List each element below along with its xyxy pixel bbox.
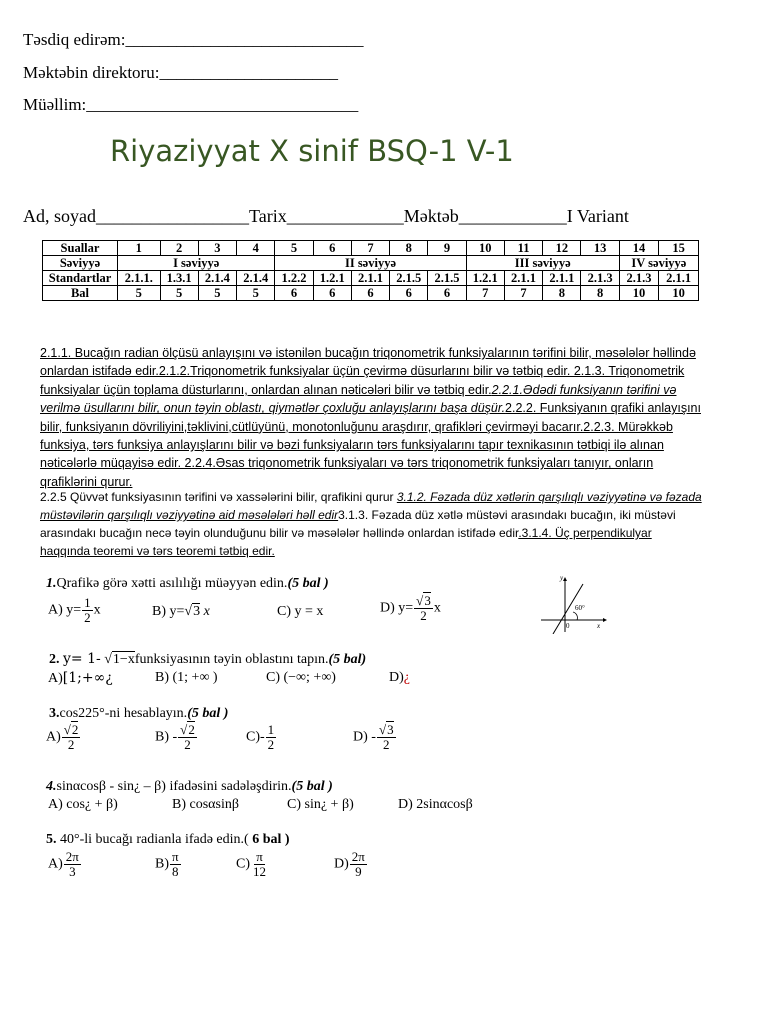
table-cell: 6 <box>313 241 351 256</box>
q2-option-a[interactable] <box>48 670 113 687</box>
table-cell: 15 <box>659 241 699 256</box>
denominator: 8 <box>172 864 179 879</box>
denominator: 2 <box>184 737 191 752</box>
q5-option-d[interactable] <box>334 850 368 879</box>
question-text: funksiyasının təyin oblastını tapın. <box>134 652 329 667</box>
q2-option-c[interactable]: C) (−∞; +∞) <box>266 670 336 685</box>
option-value: [1;+∞¿ <box>62 670 113 686</box>
question-1 <box>46 576 329 592</box>
q4-option-b[interactable]: B) cosαsinβ <box>172 797 239 812</box>
table-cell: 6 <box>275 286 313 301</box>
numerator: 1 <box>84 595 91 610</box>
table-cell: 2.1.1 <box>659 271 699 286</box>
option-label: B) <box>155 856 169 872</box>
standards-text: 2.2.2. Funksiyanın qrafiki anlayışını bilir, funksiyanın dövriliyini,təklivini,cütlüyünü, monotonluğunu araşdırır, qrafikləri çevirməyi bacarır.2.2.3. Mürəkkəb funksiya, tərs funksiya anlayışlarını bilir və bəzi funksiyaların tərs funksiyalarını tapır texnikasının tətbiqi ilə alınan nəticələrlə müqayisə edir. 2.2.4.Əsas triqonometrik funksiyaları və tərs triqonometrik funksiyaları tanıyır, onların qrafiklərini qurur. <box>40 401 701 489</box>
graph-origin-label: 0 <box>566 622 570 630</box>
fraction <box>178 723 197 752</box>
score-table <box>42 240 699 301</box>
fraction <box>350 850 367 879</box>
question-points: (5 bal) <box>328 652 367 667</box>
q3-option-b[interactable] <box>155 723 198 752</box>
q2-option-d[interactable] <box>389 670 410 686</box>
q1-option-a[interactable] <box>48 596 101 625</box>
question-5 <box>46 832 290 848</box>
table-cell: 5 <box>118 286 161 301</box>
radicand: 1−x <box>112 652 135 667</box>
table-cell: 7 <box>466 286 504 301</box>
question-number: 5. <box>46 832 57 847</box>
q4-option-c[interactable]: C) sin¿ + β) <box>287 797 354 812</box>
denominator: 2 <box>420 608 427 623</box>
standards-text: .3.1.4. Üç perpendikulyar haqqında teoremi və tərs teoremi tətbiq edir. <box>40 526 652 558</box>
table-cell: 5 <box>237 286 275 301</box>
q5-option-c[interactable] <box>236 850 269 879</box>
denominator: 2 <box>383 737 390 752</box>
question-number: 1. <box>46 576 57 591</box>
option-tail: x <box>203 604 210 619</box>
table-cell: 10 <box>619 286 659 301</box>
fraction <box>377 723 396 752</box>
denominator: 3 <box>69 864 76 879</box>
numerator <box>62 723 81 738</box>
sqrt-icon: √ <box>378 722 387 737</box>
table-cell: 2.1.3 <box>581 271 619 286</box>
numerator <box>414 594 433 609</box>
fraction <box>82 596 93 625</box>
table-cell: 10 <box>659 286 699 301</box>
fraction <box>414 594 433 623</box>
level-cell: III səviyyə <box>466 256 619 271</box>
levels-row <box>43 256 699 271</box>
radicand: 2 <box>188 722 195 737</box>
graph-y-label: y <box>560 574 564 582</box>
option-label: C)- <box>246 729 265 745</box>
option-tail: x <box>433 600 441 616</box>
fraction <box>64 850 81 879</box>
table-cell: 12 <box>543 241 581 256</box>
function-expression: y= 1- <box>63 651 101 667</box>
q5-option-a[interactable] <box>48 850 82 879</box>
director-line: Məktəbin direktoru:_____________________ <box>23 63 338 82</box>
standards-paragraph-1 <box>40 344 704 491</box>
table-cell: 5 <box>198 286 236 301</box>
standards-text-italic: 2.2.1.Ədədi funksiyanın tərifini və verilmə üsullarını bilir, onun təyin oblastı, qiymətlər çoxluğu anlayışlarını başa düşür. <box>40 382 677 416</box>
option-label: A) y= <box>48 602 82 618</box>
row-label: Bal <box>43 286 118 301</box>
sqrt-icon: √ <box>63 722 71 737</box>
table-cell: 6 <box>313 286 351 301</box>
radicand: 3 <box>193 604 201 619</box>
q3-option-c[interactable] <box>246 723 277 752</box>
table-cell: 5 <box>160 286 198 301</box>
points-row <box>43 286 699 301</box>
option-label: D) <box>389 670 404 685</box>
table-cell: 9 <box>428 241 466 256</box>
table-cell: 2.1.5 <box>390 271 428 286</box>
table-cell: 1.2.1 <box>466 271 504 286</box>
table-cell: 7 <box>504 286 542 301</box>
numerator: 2π <box>65 849 79 864</box>
table-cell: 8 <box>543 286 581 301</box>
table-cell: 11 <box>504 241 542 256</box>
level-cell: II səviyyə <box>275 256 466 271</box>
numerator <box>377 723 396 738</box>
table-cell: 2.1.1 <box>351 271 389 286</box>
row-label: Suallar <box>43 241 118 256</box>
table-cell: 6 <box>428 286 466 301</box>
q1-option-c[interactable]: C) y = x <box>277 604 324 619</box>
sqrt-icon: √ <box>184 604 193 619</box>
option-label: D) y= <box>380 600 414 616</box>
table-cell: 2 <box>160 241 198 256</box>
standards-text: 2.2.5 Qüvvət funksiyasının tərifini və xassələrini bilir, qrafikini qurur <box>40 490 397 504</box>
standards-text-italic: 3.1.2. Fəzada düz xətlərin qarşılıqlı vəziyyətinə və fəzada müstəvilərin qarşılıqlı vəziyyətinə aid məsələləri həll edir <box>40 490 702 522</box>
denominator: 12 <box>253 864 266 879</box>
question-points: 6 bal ) <box>248 832 290 847</box>
q4-option-a[interactable]: A) cos¿ + β) <box>48 797 118 812</box>
table-cell: 1.2.2 <box>275 271 313 286</box>
radicand: 3 <box>387 722 394 737</box>
table-cell: 5 <box>275 241 313 256</box>
question-text: cos225°-ni hesablayın. <box>59 706 188 721</box>
option-label: C) <box>236 856 250 872</box>
table-cell: 6 <box>390 286 428 301</box>
level-cell: IV səviyyə <box>619 256 698 271</box>
q4-option-d[interactable]: D) 2sinαcosβ <box>398 797 473 812</box>
radicand: 3 <box>424 593 431 608</box>
questions-row <box>43 241 699 256</box>
student-info-line: Ad, soyad_________________Tarix_____________Məktəb____________I Variant <box>23 206 629 226</box>
denominator: 2 <box>267 737 275 752</box>
standards-text: 2.1.1. Bucağın radian ölçüsü anlayışını və istənilən bucağın triqonometrik funksiyalarının tərifini bilir, məsələlər həllində onlardan istifadə edir.2.1.2.Triqonometrik funksiyalar üçün çevirmə düsurlarını bilir və tətbiq edir. 2.1.3. Triqonometrik funksiyalar üçün toplama düsturlarını, onlardan alınan nəticələri bilir və tətbiq edir. <box>40 346 696 397</box>
table-cell: 2.1.4 <box>198 271 236 286</box>
angle-arc <box>573 612 577 620</box>
q1-option-d[interactable] <box>380 594 441 623</box>
denominator: 2 <box>84 610 91 625</box>
question-number: 3. <box>49 706 60 721</box>
option-label: A) <box>48 856 63 872</box>
numerator: π <box>172 849 179 864</box>
standards-text: 3.1.3. Fəzada düz xətlə müstəvi arasındakı bucağın, iki müstəvi arasındakı bucağın necə təyin olunduğunu bilir və məsələlər həllində onlardan istifadə edir <box>40 508 676 540</box>
graph-angle-label: 60° <box>575 604 585 612</box>
question-2 <box>49 651 366 668</box>
standards-row <box>43 271 699 286</box>
numerator <box>178 723 197 738</box>
question-points: (5 bal ) <box>187 706 229 721</box>
option-tail: x <box>93 602 101 618</box>
q3-option-d[interactable] <box>353 723 397 752</box>
denominator: 9 <box>355 864 362 879</box>
fraction <box>170 850 181 879</box>
table-cell: 6 <box>351 286 389 301</box>
y-arrow-icon <box>563 577 567 581</box>
question-points: (5 bal ) <box>291 779 333 794</box>
q2-option-b[interactable]: B) (1; +∞ ) <box>155 670 218 685</box>
fraction <box>62 723 81 752</box>
table-cell: 8 <box>581 286 619 301</box>
option-label: A) <box>46 729 61 745</box>
question-number: 2. <box>49 652 60 667</box>
approve-line: Təsdiq edirəm:____________________________ <box>23 30 364 49</box>
question-text: sinαcosβ - sin¿ – β) ifadəsini sadələşdirin. <box>56 779 292 794</box>
table-cell: 2.1.1. <box>118 271 161 286</box>
graph-x-label: x <box>597 622 601 630</box>
table-cell: 2.1.4 <box>237 271 275 286</box>
question-points: (5 bal ) <box>287 576 329 591</box>
row-label: Səviyyə <box>43 256 118 271</box>
teacher-line: Müəllim:________________________________ <box>23 95 359 114</box>
page-title: Riyaziyyat X sinif BSQ-1 V-1 <box>110 134 514 168</box>
question-3 <box>49 706 228 722</box>
table-cell: 1 <box>118 241 161 256</box>
level-cell: I səviyyə <box>118 256 275 271</box>
option-label: B) y= <box>152 604 185 619</box>
question-text: Qrafikə görə xətti asılılığı müəyyən edin. <box>56 576 288 591</box>
numerator: 2π <box>351 849 365 864</box>
option-label: B) - <box>155 729 178 745</box>
question-number: 4. <box>46 779 57 794</box>
table-cell: 2.1.5 <box>428 271 466 286</box>
q5-option-b[interactable] <box>155 850 182 879</box>
table-cell: 14 <box>619 241 659 256</box>
table-cell: 2.1.1 <box>504 271 542 286</box>
question-text: 40°-li bucağı radianla ifadə edin.( <box>56 832 249 847</box>
option-label: A) <box>48 671 63 686</box>
denominator: 2 <box>67 737 75 752</box>
radicand: 2 <box>71 722 79 737</box>
question-4 <box>46 779 333 795</box>
fraction <box>251 850 268 879</box>
table-cell: 8 <box>390 241 428 256</box>
option-label: D) <box>334 856 349 872</box>
table-cell: 7 <box>351 241 389 256</box>
table-cell: 1.3.1 <box>160 271 198 286</box>
fraction <box>266 723 277 752</box>
numerator: π <box>256 849 263 864</box>
q3-option-a[interactable] <box>46 723 81 752</box>
table-cell: 2.1.1 <box>543 271 581 286</box>
sqrt-icon: √ <box>180 722 188 737</box>
table-cell: 13 <box>581 241 619 256</box>
standards-paragraph-2 <box>40 488 704 560</box>
option-label: D) - <box>353 729 376 745</box>
option-value: ¿ <box>403 670 410 685</box>
table-cell: 4 <box>237 241 275 256</box>
sqrt-icon: √ <box>104 652 112 667</box>
table-cell: 1.2.1 <box>313 271 351 286</box>
table-cell: 10 <box>466 241 504 256</box>
table-cell: 2.1.3 <box>619 271 659 286</box>
q1-graph <box>535 572 611 634</box>
table-cell: 3 <box>198 241 236 256</box>
row-label: Standartlar <box>43 271 118 286</box>
sqrt-icon: √ <box>416 593 424 608</box>
numerator: 1 <box>267 722 275 737</box>
x-arrow-icon <box>603 618 607 622</box>
q1-option-b[interactable] <box>152 604 210 620</box>
